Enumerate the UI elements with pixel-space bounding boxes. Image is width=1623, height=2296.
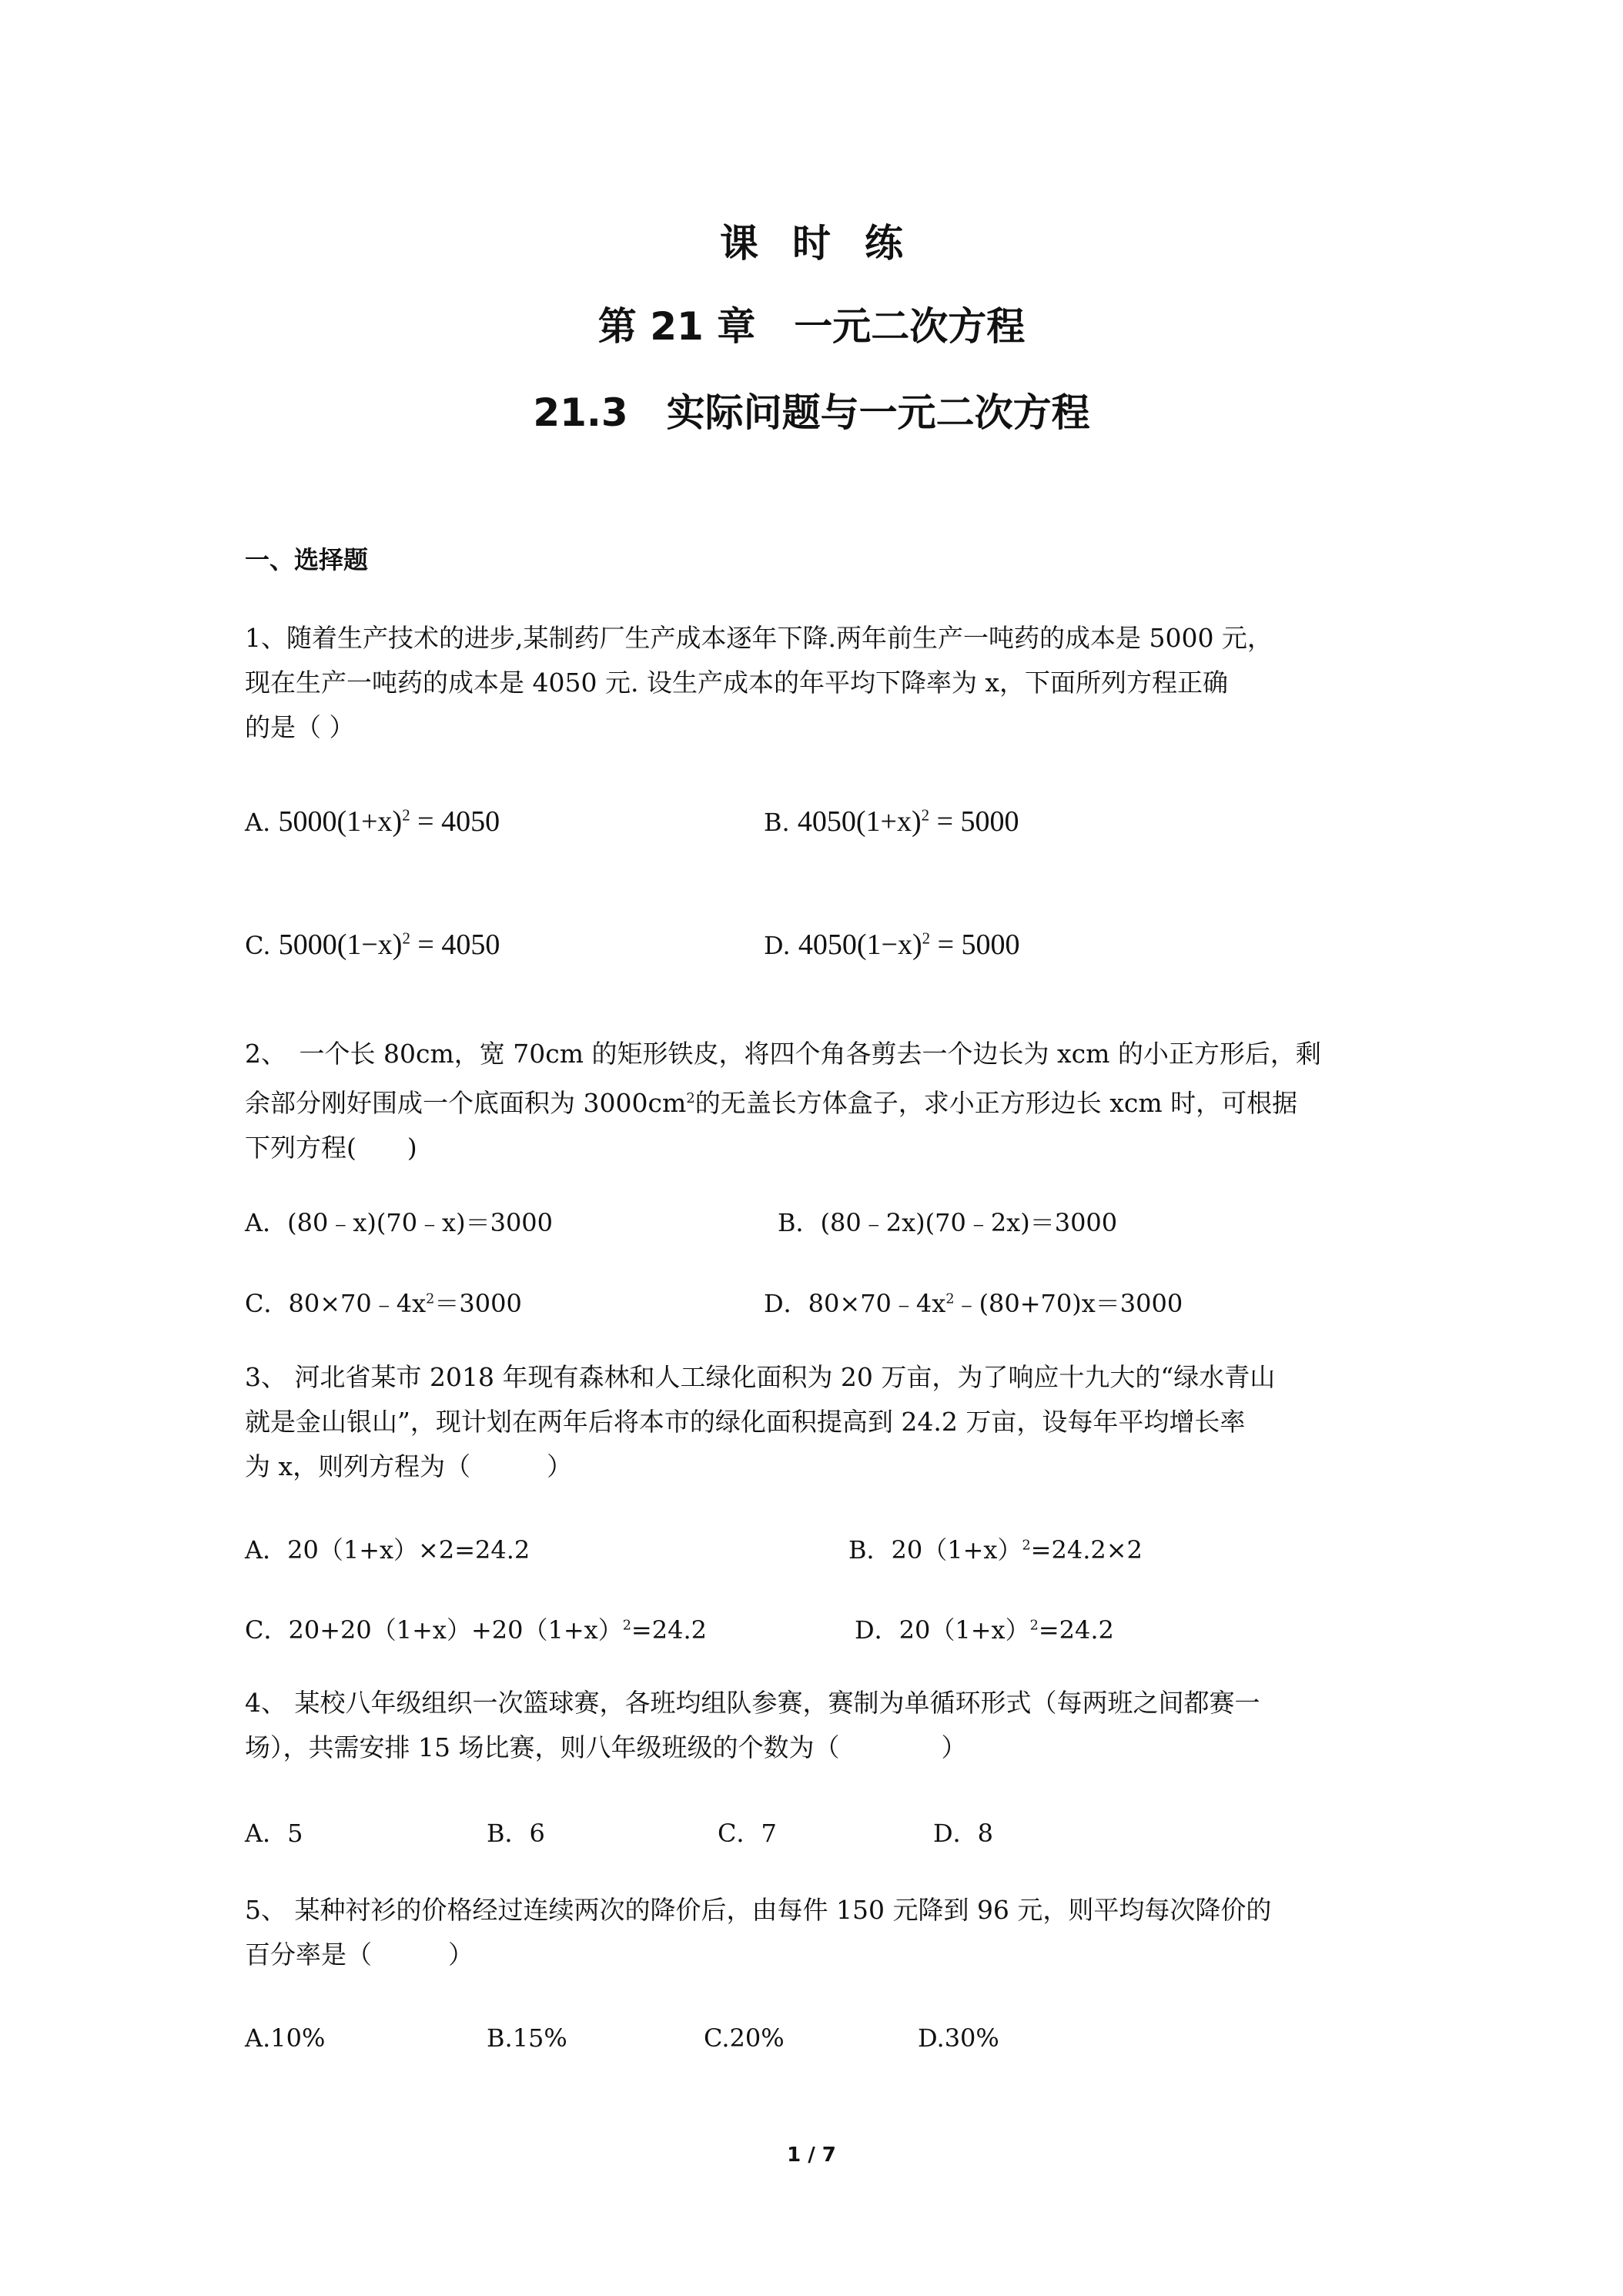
q5-option-b: B.15% [487,2023,567,2053]
exponent: 2 [402,929,410,948]
q5-option-c: C.20% [704,2023,785,2053]
expr: 5000(1+x) [278,805,403,838]
question-text: 5、 某种衬衫的价格经过连续两次的降价后，由每件 150 元降到 96 元，则平均每次降价的 [245,1895,1272,1925]
rhs: = 4050 [410,805,500,838]
question-text: 3、 河北省某市 2018 年现有森林和人工绿化面积为 20 万亩，为了响应十九大的“绿水青山 [245,1362,1276,1392]
option-expr [798,929,1020,961]
section-title: 21.3 实际问题与一元二次方程 [533,390,1090,435]
q2-option-a: A．(80﹣x)(70﹣x)＝3000 [245,1208,554,1237]
q1-option-a [245,805,500,838]
title-char: 时 [792,221,831,266]
text: D．20（1+x） [855,1615,1030,1645]
q3-option-d [855,1611,1114,1646]
q4-option-b: B．6 [487,1819,545,1848]
question-text: 下列方程( ) [245,1133,417,1163]
superscript: 2 [686,1090,695,1106]
chapter-title: 第 21 章 一元二次方程 [597,304,1026,349]
text: ﹣(80+70)x＝3000 [954,1289,1183,1318]
page-number: 1 / 7 [787,2144,836,2167]
option-label: D. [764,931,791,960]
question-5 [245,1888,1384,1977]
text: C．80×70﹣4x [245,1289,427,1318]
superscript: 2 [1029,1618,1039,1634]
superscript: 2 [945,1291,955,1307]
question-3 [245,1355,1384,1489]
question-text: 现在生产一吨药的成本是 4050 元. 设生产成本的年平均下降率为 x，下面所列方程正确 [245,668,1229,698]
question-text: 2、 一个长 80cm，宽 70cm 的矩形铁皮，将四个角各剪去一个边长为 xcm 的小正方形后，剩 [245,1039,1321,1069]
question-4 [245,1681,1384,1770]
q3-option-b [848,1531,1143,1566]
question-1 [245,616,1384,750]
text: 余部分刚好围成一个底面积为 3000cm [245,1088,687,1118]
expr: 4050(1−x) [798,929,922,961]
q3-option-c [245,1611,707,1646]
q2-option-b: B．(80﹣2x)(70﹣2x)＝3000 [778,1208,1118,1237]
q1-option-d [764,928,1020,962]
q5-option-a: A.10% [245,2023,326,2053]
q4-option-d: D．8 [933,1819,994,1848]
question-text: 为 x，则列方程为（ ） [245,1451,573,1481]
text: D．80×70﹣4x [764,1289,946,1318]
option-expr [279,929,500,961]
question-2 [245,1032,1384,1170]
q4-option-c: C．7 [718,1819,777,1848]
exponent: 2 [402,805,410,825]
superscript: 2 [622,1618,631,1634]
option-label: B. [764,808,790,837]
q3-option-a: A．20（1+x）×2=24.2 [245,1535,530,1565]
q2-option-d [764,1284,1183,1320]
superscript: 2 [1022,1538,1031,1554]
q4-option-a: A．5 [245,1819,303,1848]
superscript: 2 [426,1291,435,1307]
q1-option-b [764,805,1019,838]
question-text: 4、 某校八年级组织一次篮球赛，各班均组队参赛，赛制为单循环形式（每两班之间都赛一 [245,1688,1260,1718]
question-text: 1、随着生产技术的进步,某制药厂生产成本逐年下降.两年前生产一吨药的成本是 5000 元， [245,623,1273,653]
text: B．20（1+x） [848,1535,1022,1565]
question-text: 就是金山银山”，现计划在两年后将本市的绿化面积提高到 24.2 万亩，设每年平均增长率 [245,1407,1246,1437]
question-text: 场），共需安排 15 场比赛，则八年级班级的个数为（ ） [245,1732,967,1762]
q2-option-c [245,1284,522,1320]
text: C．20+20（1+x）+20（1+x） [245,1615,623,1645]
q5-option-d: D.30% [918,2023,999,2053]
rhs: = 4050 [410,929,500,961]
option-expr [278,805,500,838]
question-text: 的是（ ） [245,712,355,742]
title-char: 课 [720,221,758,266]
expr: 5000(1−x) [278,929,403,961]
rhs: = 5000 [929,805,1019,838]
text: =24.2 [631,1615,707,1645]
page-title [0,213,1623,268]
text: 的无盖长方体盒子，求小正方形边长 xcm 时，可根据 [694,1088,1298,1118]
exponent: 2 [922,929,931,948]
question-text: 百分率是（ ） [245,1940,474,1970]
question-text [245,1076,1384,1126]
exponent: 2 [921,805,930,825]
expr: 4050(1+x) [797,805,922,838]
text: ＝3000 [434,1289,522,1318]
part-heading: 一、选择题 [245,545,369,574]
option-label: A. [245,808,271,837]
text: =24.2 [1038,1615,1114,1645]
title-char: 练 [865,221,903,266]
text: =24.2×2 [1030,1535,1143,1565]
q1-option-c [245,928,500,962]
option-label: C. [245,931,271,960]
rhs: = 5000 [930,929,1020,961]
option-expr [798,805,1019,838]
